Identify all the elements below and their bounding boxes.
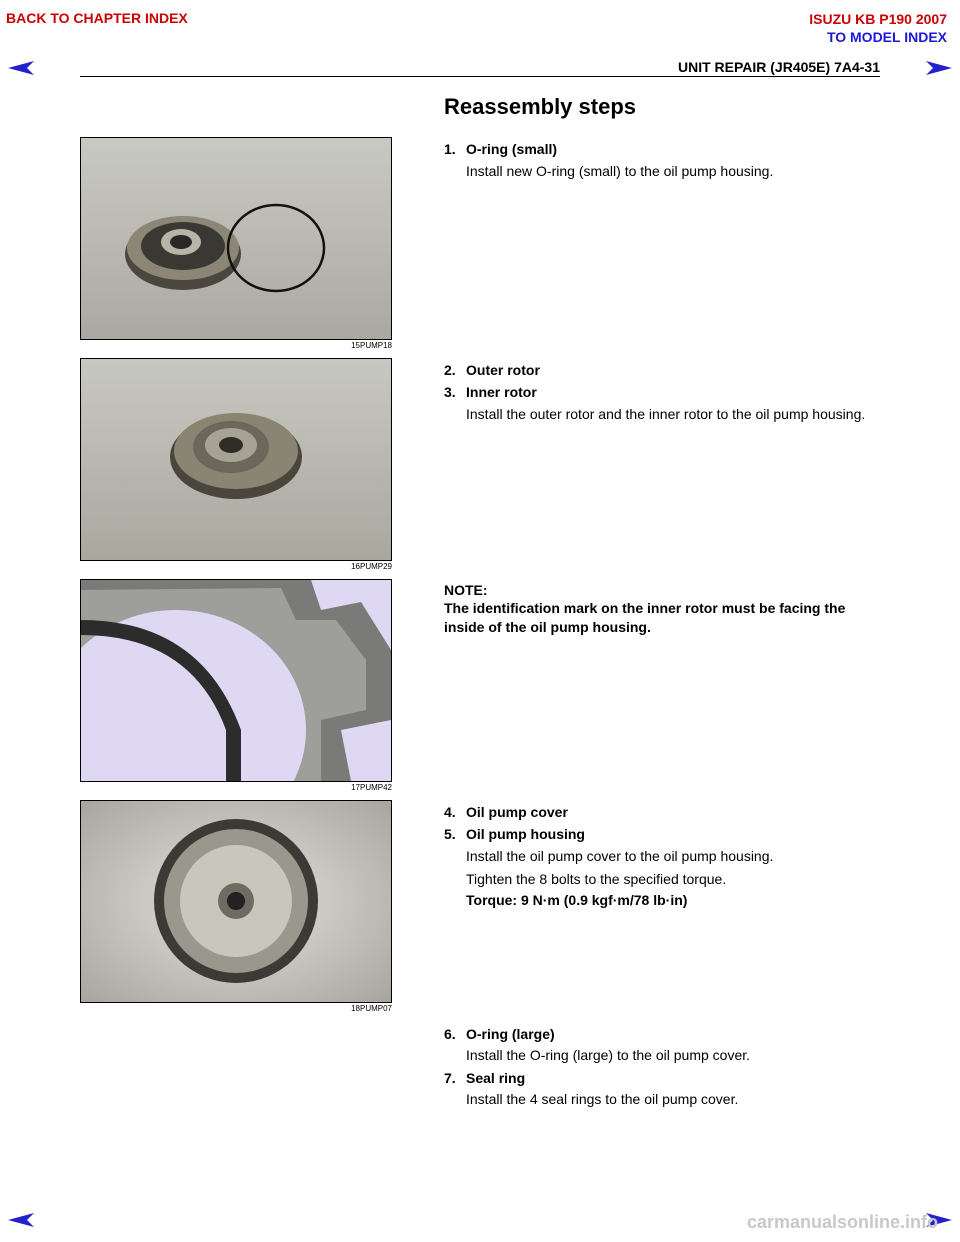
model-title: ISUZU KB P190 2007 — [809, 11, 947, 27]
step-1-heading — [444, 141, 557, 157]
step-3-text: Install the outer rotor and the inner rotor to the oil pump housing. — [466, 406, 866, 422]
figure-caption: 16PUMP29 — [351, 562, 392, 571]
step-number: 4. — [444, 804, 456, 820]
step-6-text: Install the O-ring (large) to the oil pump cover. — [466, 1047, 751, 1063]
back-to-chapter-index-link[interactable]: BACK TO CHAPTER INDEX — [6, 10, 188, 26]
next-page-arrow-icon[interactable] — [924, 60, 952, 76]
figure-caption: 15PUMP18 — [351, 341, 392, 350]
step-7-heading — [444, 1070, 525, 1086]
step-4-heading — [444, 804, 568, 820]
page-header-title: UNIT REPAIR (JR405E) 7A4-31 — [677, 59, 880, 75]
figure-caption: 18PUMP07 — [351, 1004, 392, 1013]
step-5-text-tighten: Tighten the 8 bolts to the specified torque. — [466, 871, 727, 887]
step-1-text: Install new O-ring (small) to the oil pump housing. — [466, 163, 774, 179]
step-label: Seal ring — [466, 1070, 526, 1086]
previous-page-arrow-icon[interactable] — [8, 60, 36, 76]
note-text: The identification mark on the inner rotor must be facing the inside of the oil pump housing. — [444, 600, 846, 635]
step-label: Oil pump housing — [466, 826, 585, 842]
header-divider — [80, 76, 880, 77]
figure-caption: 17PUMP42 — [351, 783, 392, 792]
step-number: 6. — [444, 1026, 456, 1042]
step-5-torque: Torque: 9 N·m (0.9 kgf·m/78 lb·in) — [466, 892, 688, 908]
step-label: Oil pump cover — [466, 804, 568, 820]
section-title: Reassembly steps — [444, 94, 636, 119]
photo-inner-rotor-mark — [80, 579, 392, 782]
watermark: carmanualsonline.info — [746, 1212, 938, 1232]
step-label: Outer rotor — [466, 362, 540, 378]
to-model-index-label: TO MODEL INDEX — [826, 29, 947, 45]
previous-page-arrow-bottom-icon[interactable] — [8, 1212, 36, 1228]
step-5-text-install: Install the oil pump cover to the oil pump housing. — [466, 848, 774, 864]
step-2-heading — [444, 362, 540, 378]
photo-rotors — [80, 358, 392, 561]
step-6-heading — [444, 1026, 555, 1042]
step-3-heading — [444, 384, 537, 400]
step-number: 7. — [444, 1070, 456, 1086]
step-number: 5. — [444, 826, 456, 842]
step-7-text: Install the 4 seal rings to the oil pump cover. — [466, 1091, 739, 1107]
model-index-link[interactable] — [809, 10, 947, 46]
step-label: O-ring (large) — [466, 1026, 555, 1042]
photo-oring-small — [80, 137, 392, 340]
step-label: Inner rotor — [466, 384, 537, 400]
step-number: 2. — [444, 362, 456, 378]
step-label: O-ring (small) — [466, 141, 558, 157]
step-number: 1. — [444, 141, 456, 157]
step-5-heading — [444, 826, 585, 842]
step-number: 3. — [444, 384, 456, 400]
photo-oil-pump-cover — [80, 800, 392, 1003]
note-label: NOTE: — [444, 582, 488, 598]
